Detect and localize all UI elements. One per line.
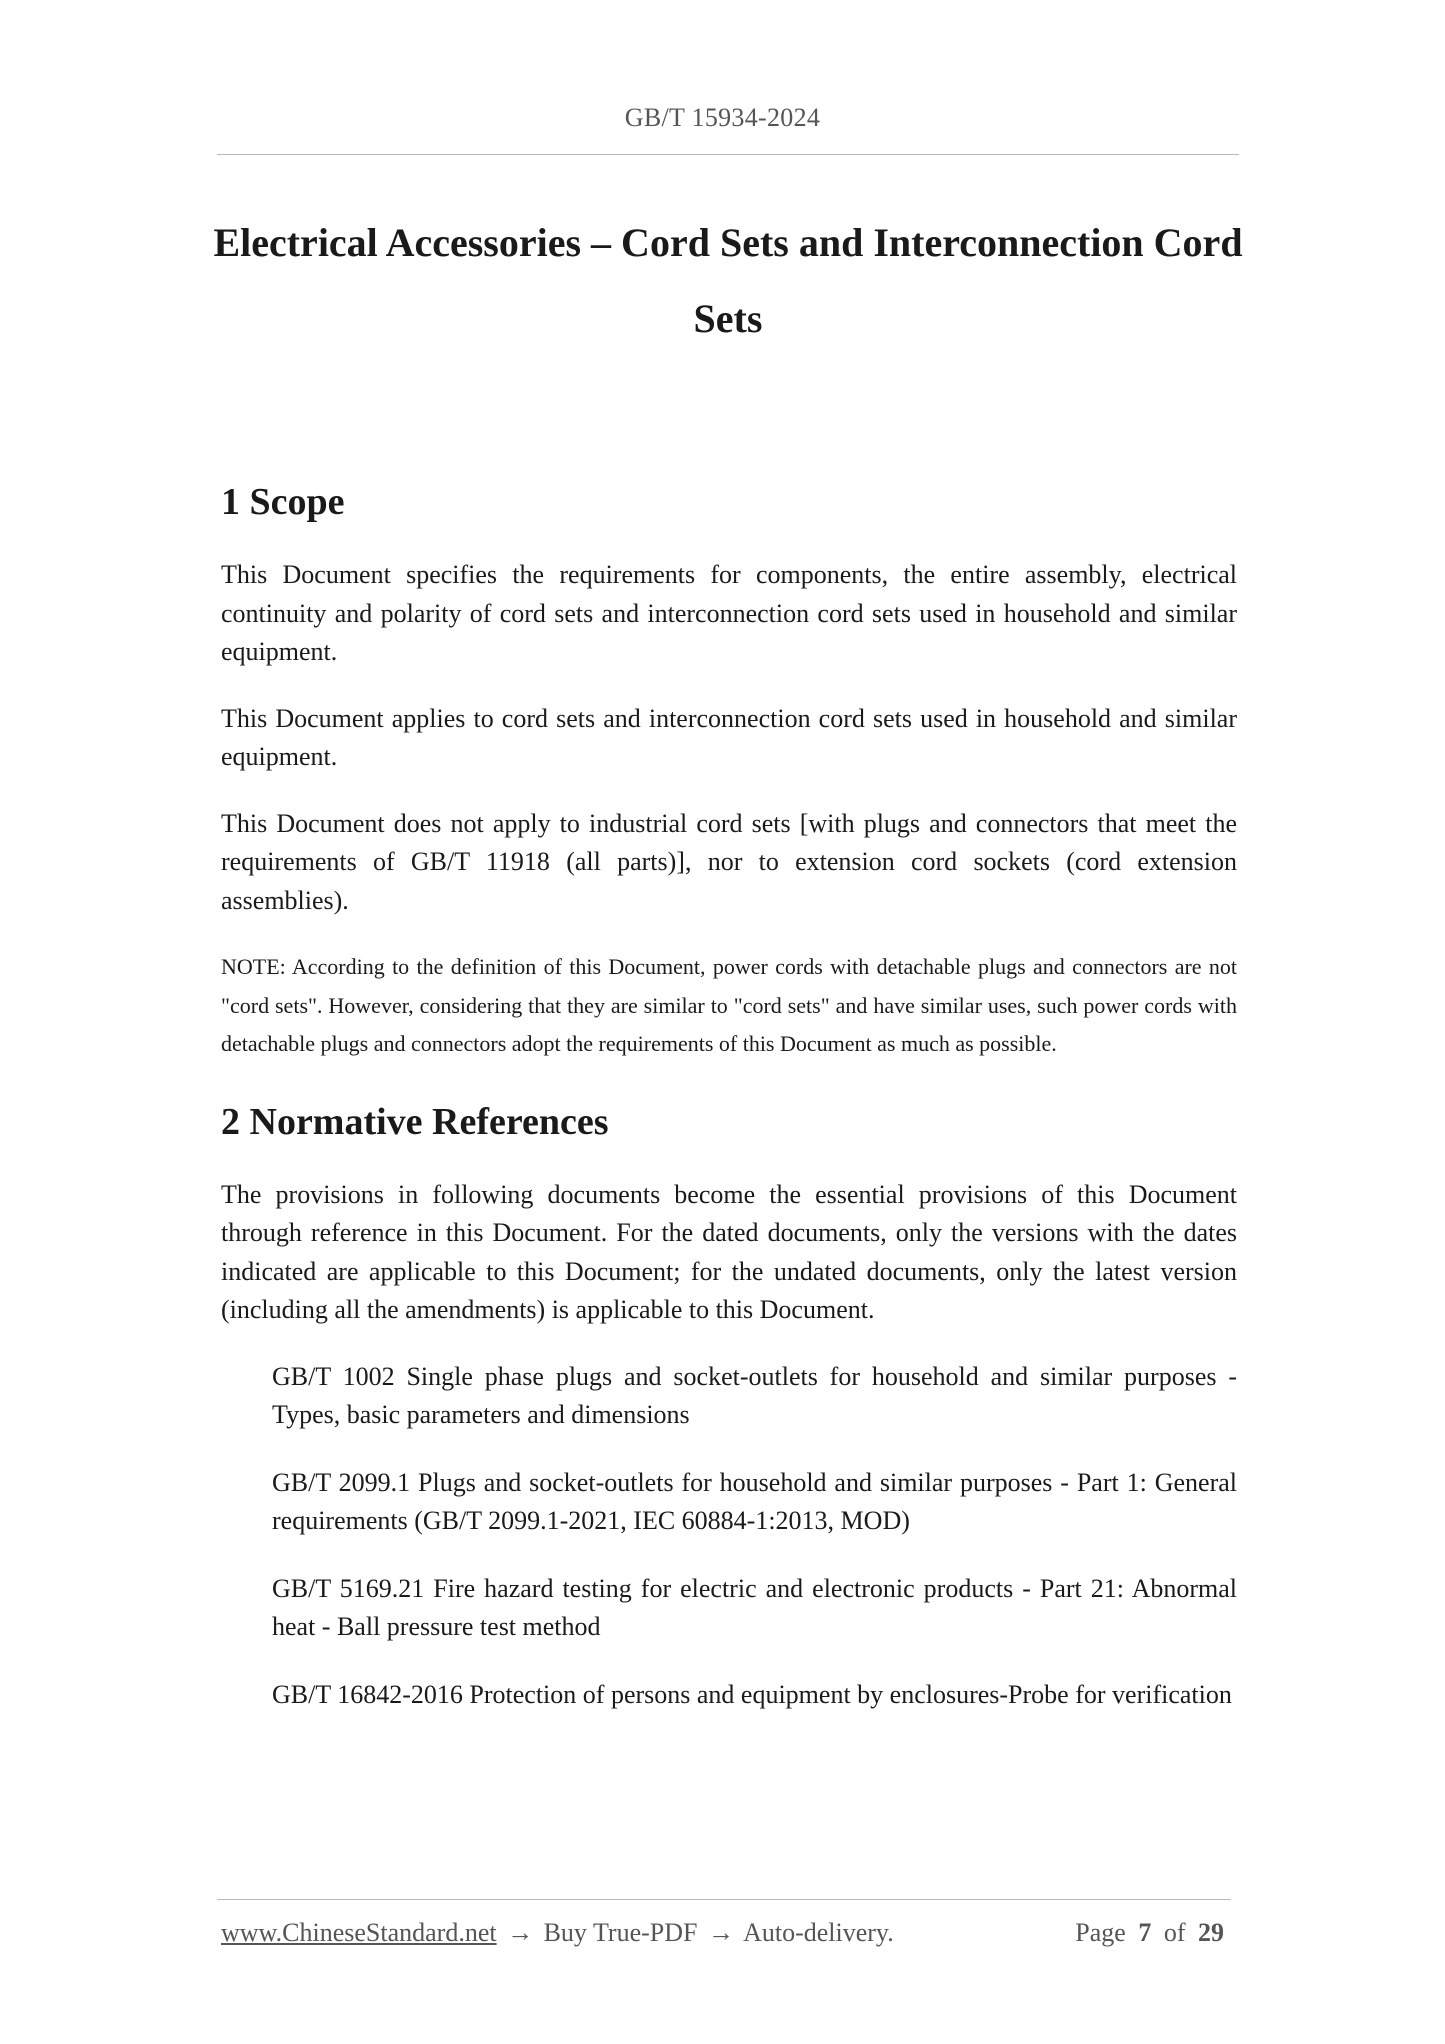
reference-list xyxy=(221,1358,1237,1715)
of-label: of xyxy=(1163,1918,1186,1947)
scope-paragraph-2: This Document applies to cord sets and interconnection cord sets used in household and similar equipment. xyxy=(221,703,1237,771)
running-header: GB/T 15934-2024 xyxy=(624,103,821,132)
auto-delivery-text: Auto-delivery. xyxy=(743,1918,894,1947)
document-body xyxy=(221,478,1237,1743)
page-total: 29 xyxy=(1198,1918,1224,1947)
reference-item: GB/T 2099.1 Plugs and socket-outlets for household and similar purposes - Part 1: General requirements (GB/T 2099.1-2021, IEC 60884-1:2013, MOD) xyxy=(272,1467,1237,1535)
normative-references-intro: The provisions in following documents become the essential provisions of this Document through reference in this Document. For the dated documents, only the versions with the dates indicated are applicable to this Document; for the undated documents, only the latest version (including all the amendments) is applicable to this Document. xyxy=(221,1179,1237,1324)
section-normative-references xyxy=(221,1098,1237,1715)
header-divider xyxy=(217,154,1239,155)
page-label: Page xyxy=(1075,1918,1126,1947)
reference-item: GB/T 5169.21 Fire hazard testing for electric and electronic products - Part 21: Abnormal heat - Ball pressure test method xyxy=(272,1573,1237,1641)
document-title: Electrical Accessories – Cord Sets and Interconnection Cord Sets xyxy=(213,220,1243,341)
reference-item: GB/T 1002 Single phase plugs and socket-outlets for household and similar purposes - Types, basic parameters and dimensions xyxy=(272,1361,1237,1429)
footer-promo xyxy=(221,1918,894,1948)
arrow-right-icon: → xyxy=(507,1918,534,1947)
scope-paragraph-3: This Document does not apply to industrial cord sets [with plugs and connectors that meet the requirements of GB/T 11918 (all parts)], nor to extension cord sockets (cord extension assemblies). xyxy=(221,808,1237,915)
page-current: 7 xyxy=(1138,1918,1152,1947)
arrow-right-icon: → xyxy=(708,1918,734,1947)
buy-true-pdf-text: Buy True-PDF xyxy=(543,1918,698,1947)
reference-item: GB/T 16842-2016 Protection of persons and equipment by enclosures-Probe for verification xyxy=(272,1679,1232,1709)
page-indicator xyxy=(1075,1918,1230,1948)
scope-paragraph-1: This Document specifies the requirements for components, the entire assembly, electrical continuity and polarity of cord sets and interconnection cord sets used in household and similar equipment. xyxy=(221,560,1237,666)
scope-note: NOTE: According to the definition of this Document, power cords with detachable plugs and connectors are not "cord sets". However, considering that they are similar to "cord sets" and have similar uses, such power cords with detachable plugs and connectors adopt the requirements of this Document as much as possible. xyxy=(221,954,1237,1056)
section-heading-scope: 1 Scope xyxy=(221,481,345,523)
section-heading-normative-references: 2 Normative References xyxy=(221,1100,609,1143)
footer-divider xyxy=(217,1899,1231,1900)
section-scope xyxy=(221,478,1237,1064)
site-link[interactable]: www.ChineseStandard.net xyxy=(221,1918,497,1947)
